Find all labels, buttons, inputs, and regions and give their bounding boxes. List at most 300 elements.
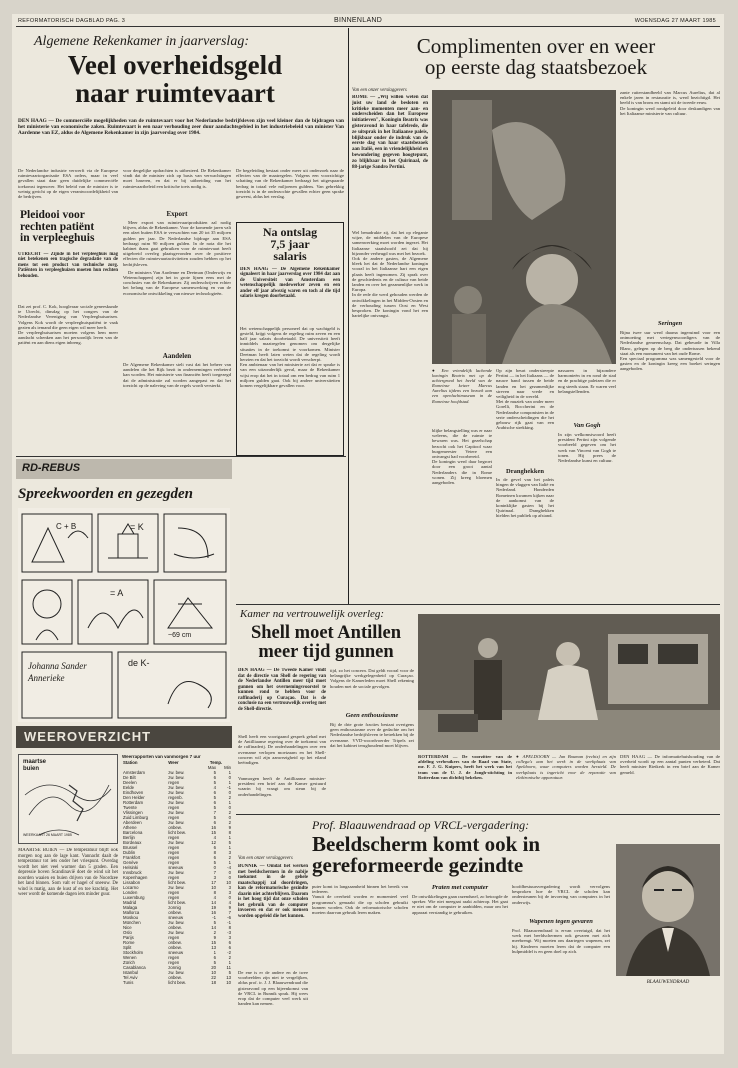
byline: Van een onzer verslaggevers xyxy=(238,856,293,861)
visitor-head xyxy=(478,638,498,658)
weather-cell-min: 9 xyxy=(228,825,231,830)
weather-cell-station: Vlissingen xyxy=(123,810,143,815)
rebus-drawing-shoulders xyxy=(36,630,58,640)
weather-cell-weer: onbew. xyxy=(168,975,182,980)
header-left: REFORMATORISCH DAGBLAD PAG. 3 xyxy=(18,18,126,24)
headline-line-1: Pleidooi voor xyxy=(20,209,85,221)
weather-cell-station: Rotterdam xyxy=(123,800,144,805)
rebus-title: RD-REBUS xyxy=(22,462,81,474)
box-headline-line-2: 7,5 jaar xyxy=(270,237,310,252)
weather-cell-max: 8 xyxy=(213,890,217,895)
weather-cell-station: Malaga xyxy=(123,905,138,910)
apeldoorn-caption: ● APELDOORN — Jan Bouman (rechts) en zijn collega's aan het werk in de werkplaats van Apeldoorn, waar computers worden hersteld. De werkplaats is ingericht voor de reparatie van elektronische apparatuur. xyxy=(516,754,616,780)
weather-cell-max: 8 xyxy=(213,850,217,855)
weather-cell-min: 7 xyxy=(228,910,231,915)
weather-cell-min: 3 xyxy=(228,850,231,855)
article-shell-col-a: Shell heeft een voortgaand gesprek gehad met de Antilliaanse regering over de toekomst van de raffinaderij. De onderhandelingen over een overname verlopen moeizaam en het Shell-concern wil zijn aanwezigheid op het eiland beëindigen. xyxy=(238,734,326,766)
rule xyxy=(236,814,720,815)
article-beeldscherm-headline xyxy=(312,834,612,877)
weather-cell-station: Zuid Limburg xyxy=(123,815,149,820)
weather-cell-weer: regenb. xyxy=(168,795,183,800)
header-min: Min xyxy=(224,765,231,770)
byline: Van een onzer verslaggevers xyxy=(352,88,407,93)
rebus-cell-e: Johanna Sander Annerieke xyxy=(28,661,87,683)
weather-cell-weer: zw. bew. xyxy=(168,870,185,875)
weather-cell-weer: zw. bew. xyxy=(168,820,185,825)
visitor-body xyxy=(474,660,502,720)
weather-cell-min: 1 xyxy=(228,800,231,805)
article-beeldscherm-col-c2: Prof. Blaauwendraad is ervan overtuigd, dat het werk met beeldschermen ook gevaren met zich meebrengt. Wij moeten ons daartegen wapenen, zei hij. Kinderen moeten leren dat de computer een hulpmiddel is en geen doel op zich. xyxy=(512,928,610,954)
weather-cell-max: 10 xyxy=(211,970,217,975)
weather-cell-station: De Bilt xyxy=(123,775,136,780)
weather-cell-min: 0 xyxy=(228,775,231,780)
article-staatsbezoek-col-b2: In de gevel van het paleis hingen de vlaggen van Italië en Nederland. Honderden Romeinen kwamen kijken naar de aankomst van de koninklijke gasten bij het Quirinaal. Dranghekken hielden het publiek op afstand. xyxy=(496,477,554,519)
box-body: Het wetenschappelijk personeel dat op wachtgeld is gesteld, krijgt volgens de regeling ruim zeven en een half jaar salaris doorbetaald. De universiteit heeft inmiddels maatregelen genomen om dergelijke situaties in de toekomst te voorkomen. Minister Deetman heeft laten weten dat de regeling wordt herzien en dat het toezicht wordt verscherpt. Een ambtenaar van het ministerie zei dat er sprake is van een uitzonderlijk geval, maar de Rekenkamer wijst erop dat het in totaal om een bedrag van ruim 1 miljoen gulden gaat. Ook bij andere universiteiten komen vergelijkbare gevallen voor. xyxy=(240,325,340,388)
weather-cell-min: 6 xyxy=(228,945,231,950)
headline-line-2: meer tijd gunnen xyxy=(258,641,394,662)
article-staatsbezoek-col-b: Op zijn beurt onderstreepte Pertini — in het Italiaans — de nauwe band tussen de beide landen en het gezamenlijke streven naar vrede en veiligheid in de wereld. Met de muziek van onder meer Gorelli, Boccherini en de Nederlandse componisten in de serie onderscheidingen die het gebouw rijk gaat van een Arabische strekking. xyxy=(496,368,554,431)
weather-cell-station: Madrid xyxy=(123,900,137,905)
photo-queen-caption: ● Een vriendelijk lachende koningin Beatrix met op de achtergrond het beeld van de Romeinse keizer Marcus Aurelius tijdens een bezoek aan een openluchtmuseum in de Romeinse hoofdstad. xyxy=(432,368,492,404)
rebus-bar xyxy=(16,459,232,479)
weather-cell-min: 2 xyxy=(228,820,231,825)
rebus-cell-f: de K- xyxy=(128,658,150,668)
weather-text: MAARTSE BUIEN — De temperatuur blijft ook morgen nog aan de lage kant. Vannacht daalt de temperatuur tot iets onder het vriespunt. Overdag wordt het niet veel warmer dan 5 graden. Een depressie boven Scandinavië doet de wind uit het noorden waaien en buien drijven van de Noordzee het land binnen. Som valt er hagel of sneeuw. De wind is matig, aan de kust af en toe krachtig. Het weer wordt de komende dagen iets minder guur. xyxy=(18,848,118,897)
article-staatsbezoek-col-c: blijke belangstelling was er naar weleens, die de ruimte te bewaren was. Het gezelschap bezocht ook het Capitool waar burgemeester Vetere een ontvangst had voorbereid. De koningin werd daar begroet door een groot aantal Nederlanders die in Rome wonen. Zij kreeg bloemen aangeboden. xyxy=(432,428,492,486)
article-beeldscherm-col-b2: De ontwikkelingen gaan razendsnel, zo betoogde de spreker. Wie niet meegaat raakt achterop. Het gaat er niet om de computer te aanbidden, maar om het apparaat verstandig te gebruiken. xyxy=(412,894,508,915)
weather-cell-max: 0 xyxy=(213,865,217,870)
article-shell-col-a2: Vanmorgen heeft de Antilliaanse minister-president een brief aan de Kamer gestuurd waarin hij vraagt om steun bij de onderhandelingen. xyxy=(238,776,326,797)
weather-cell-weer: zw. bew. xyxy=(168,785,185,790)
weather-cell-max: 16 xyxy=(211,825,217,830)
weather-table xyxy=(122,760,232,985)
weather-cell-max: 15 xyxy=(211,830,217,835)
article-beeldscherm-col-a: De ene is er de andere en de twee voorbeelden zijn niet te vergelijken, aldus prof. ir. J. J. Blaauwendraad die gisteravond op een bijeenkomst van de VRCL in Bunnik sprak. Hij wees erop dat de computer veel werk uit handen kan nemen. xyxy=(238,970,308,1007)
weather-cell-min: 4 xyxy=(228,900,231,905)
box-headline-line-3: salaris xyxy=(273,249,307,264)
weather-cell-weer: onbew. xyxy=(168,925,182,930)
weather-cell-station: Tunis xyxy=(123,980,134,985)
box-headline-line-1: Na ontslag xyxy=(262,225,318,239)
weather-cell-weer: zw. bew. xyxy=(168,885,185,890)
article-shell-headline xyxy=(238,624,414,662)
rebus-drawing-head xyxy=(33,590,61,618)
weather-cell-weer: regen xyxy=(168,935,180,940)
weather-cell-min: 2 xyxy=(228,855,231,860)
article-shell-kicker: Kamer na vertrouwelijk overleg: xyxy=(240,608,385,620)
weather-cell-station: Deelen xyxy=(123,780,137,785)
weather-cell-min: 5 xyxy=(228,840,231,845)
paragraph: De ministers Van Aardenne en Deetman (Onderwijs en Wetenschappen) zijn het in grote lijnen eens met de conclusies van de Rekenkamer. Zij onderschrijven echter het belang van de Europese samenwerking en van de economische ontwikkeling van nieuwe technologieën. xyxy=(123,269,231,296)
weather-cell-station: Istanbul xyxy=(123,970,139,975)
weather-cell-station: Aberdeen xyxy=(123,820,142,825)
weather-cell-min: 2 xyxy=(228,810,231,815)
weather-cell-max: 3 xyxy=(213,875,217,880)
weather-cell-max: 17 xyxy=(211,880,217,885)
weather-cell-max: 1 xyxy=(213,950,217,955)
box-lead: DEN HAAG — De Algemene Rekenkamer signaleert in haar jaarverslag over 1984 dat aan de Universiteit van Amsterdam een wetenschappelijk medewerker zeven en een ander elf jaar afwezig waren en toch al die tijd salaris kregen doorbetaald. xyxy=(240,266,340,300)
headline-line-3: in verpleeghuis xyxy=(20,232,95,245)
weather-cell-weer: regen xyxy=(168,780,180,785)
article-staatsbezoek-col-a: Wel benadrukte zij, dat het op elegante wijze, de middelen van de Europese samenwerking moet worden ingezet. Het Italiaanse staatshoofd zei dat hij bijzonder verheugd was met het bezoek. Ook de andere gasten, de Algemene bleek het dat de Nederlandse koningin vooral in het Italiaanse hart een eigen plaats heeft ingenomen. Zij sprak over de geschiedenis en de cultuur van beide landen en over het gezamenlijke werk in Europa. In de rede die werd gehouden werden de ontwikkelingen in het Midden-Oosten en de verhouding tussen Oost en West besproken. De koningin vond het een hartelijke ontvangst. xyxy=(352,230,428,319)
header-max: Max xyxy=(207,765,217,770)
weather-cell-station: Split xyxy=(123,945,132,950)
weather-cell-min: 8 xyxy=(228,830,231,835)
subhead-export: Export xyxy=(166,210,188,218)
subhead-geen-enthousiasme: Geen enthousiasme xyxy=(345,712,399,719)
weather-table-body xyxy=(122,770,232,985)
weather-cell-station: München xyxy=(123,920,141,925)
weather-cell-station: Lissabon xyxy=(123,880,141,885)
weather-cell-max: 22 xyxy=(211,975,217,980)
weather-cell-weer: onbew. xyxy=(168,910,182,915)
weather-cell-station: Twente xyxy=(123,805,137,810)
weather-cell-max: 7 xyxy=(213,810,217,815)
weather-cell-station: Rome xyxy=(123,940,135,945)
rebus-cell-frame xyxy=(98,514,158,572)
article-staatsbezoek-col-e2: Bijna twee uur werd daarna ingeruimd voor een ontmoeting met vertegenwoordigers van de Nederlandse gemeenschap. Dat gebeurde in Villa Blanc, gelegen op de berg die ondertussen bekend staat als een monument van het oude Rome. Een speciaal programma was samengesteld voor de gasten en de koningin kreeg een boeket seringen aangeboden. xyxy=(620,330,720,372)
portrait-caption: BLAAUWENDRAAD xyxy=(646,980,690,985)
weather-cell-station: Barcelona xyxy=(123,830,143,835)
weather-cell-weer: regen xyxy=(168,860,180,865)
article-shell-lead: DEN HAAG — De Tweede Kamer vindt dat de directie van Shell de regering van de Nederlandse Antillen meer tijd moet gunnen om het overnemingsvoorstel te kunnen rond te hebben voor de raffinaderij op Curaçao. Dat is de conclusie na een vertrouwelijk overleg met de Shell-directie. xyxy=(238,668,326,712)
headline-line-2: rechten patiënt xyxy=(20,220,95,233)
column-rule xyxy=(348,28,349,604)
weather-cell-min: -4 xyxy=(227,865,231,870)
weather-cell-station: Eindhoven xyxy=(123,790,144,795)
weather-cell-min: -1 xyxy=(227,920,231,925)
weather-cell-weer: regen xyxy=(168,895,180,900)
subhead-aandelen: Aandelen xyxy=(162,352,192,360)
weather-cell-max: 6 xyxy=(213,845,217,850)
weather-cell-station: Tel Aviv xyxy=(123,975,138,980)
weather-cell-max: 19 xyxy=(211,905,217,910)
weather-cell-station: Amsterdam xyxy=(123,770,145,775)
weather-cell-max: 4 xyxy=(213,785,217,790)
headline-line-2: naar ruimtevaart xyxy=(75,77,275,108)
weather-cell-min: 13 xyxy=(226,975,231,980)
article-rekenkamer-col2: voor dergelijke opdrachten is uitbesteed. De Rekenkamer vindt dat de minister zich op basis van verwachtingen moet baseren, en dat er bij uitbreiding van het ruimtevaartbeleid een kritische toets nodig is. xyxy=(123,168,231,189)
weather-cell-weer: zw. bew. xyxy=(168,790,185,795)
subhead-van-gogh: Van Gogh xyxy=(573,422,601,429)
worker-head xyxy=(556,642,580,666)
weather-cell-max: 14 xyxy=(211,925,217,930)
header-temp: Temp. xyxy=(209,760,223,765)
weather-cell-station: Casablanca xyxy=(123,965,146,970)
weather-cell-station: Wenen xyxy=(123,955,137,960)
weather-cell-weer: sneeuw xyxy=(168,865,184,870)
weather-cell-station: Parijs xyxy=(123,935,134,940)
machine-panel xyxy=(618,644,648,664)
weather-cell-max: 6 xyxy=(213,855,217,860)
article-beeldscherm-kicker: Prof. Blaauwendraad op VRCL-vergadering: xyxy=(312,818,530,832)
weather-cell-weer: zonnig xyxy=(168,965,181,970)
article-rekenkamer-kicker: Algemene Rekenkamer in jaarverslag: xyxy=(34,34,249,49)
rebus-drawing-tent xyxy=(32,528,88,562)
weather-banner xyxy=(16,726,232,748)
article-beeldscherm-col-c: hoofdbestuursvergadering wordt vervolgens besproken hoe de VRCL de scholen kan ondersteunen bij de invoering van computers in het onderwijs. xyxy=(512,884,610,905)
weather-cell-weer: onbew. xyxy=(168,825,182,830)
weather-cell-min: 1 xyxy=(228,780,231,785)
header-station: Station xyxy=(123,760,138,765)
rebus-subtitle: Spreekwoorden en gezegden xyxy=(18,486,193,502)
weather-cell-max: 5 xyxy=(213,770,217,775)
weather-cell-station: Helsinki xyxy=(123,865,139,870)
weather-cell-station: Bordeaux xyxy=(123,840,142,845)
weather-cell-max: 15 xyxy=(211,940,217,945)
article-staatsbezoek-lead: ROME — „Wij willen weten dat juist uw land de besloten en kritieke momenten meer aan- en onderscheiden dan het Europese initiatieven", Koningin Beatrix was gisteravond in haar tafelrede, die ze uitsprak in het Italiaanse paleis, blijkbaar onder de indruk van de eerste dag van haar staatsbezoek aan Italië, een in vriendelijkheid en bewondering gegeven hoogtepunt, zo blijkbaar in het Quirinaal, de 88-jarige Sandro Pertini. xyxy=(352,95,428,170)
rebus-cell-d: ~69 cm xyxy=(168,632,192,639)
weather-table-title: Weerrapporten van vanmorgen 7 uur xyxy=(122,754,201,759)
weather-cell-max: 7 xyxy=(213,870,217,875)
headline-line-2: gereformeerde gezindte xyxy=(312,853,524,878)
weather-cell-weer: regen xyxy=(168,845,180,850)
weather-cell-min: 8 xyxy=(228,925,231,930)
weather-cell-station: Oslo xyxy=(123,930,132,935)
isobar xyxy=(25,785,111,801)
weather-cell-station: Nice xyxy=(123,925,132,930)
photo-queen-beatrix xyxy=(432,90,616,364)
weather-cell-station: Genève xyxy=(123,860,139,865)
headline-line-1: Beeldscherm komt ook in xyxy=(312,832,541,856)
photo-queen-drawing xyxy=(432,90,616,364)
article-pleidooi-headline xyxy=(20,210,118,245)
weather-cell-weer: regen xyxy=(168,835,180,840)
section-title: BINNENLAND xyxy=(334,17,383,24)
machine-panel xyxy=(658,644,698,664)
weather-cell-station: Mallorca xyxy=(123,910,140,915)
weather-cell-min: 11 xyxy=(226,965,231,970)
rule xyxy=(236,604,720,605)
photo-workshop xyxy=(418,614,720,750)
weather-cell-station: Moskou xyxy=(123,915,139,920)
weather-cell-min: 1 xyxy=(228,770,231,775)
weather-cell-weer: licht bew. xyxy=(168,980,186,985)
article-shell-col-b: tijd, zo het concern. Dat geldt vooral voor de belangrijke werkgelegenheid op Curaçao. Volgens de Kamerleden moet Shell rekening houden met de sociale gevolgen. xyxy=(330,668,414,689)
photo-workshop-drawing xyxy=(418,614,720,750)
headline-line-2: op eerste dag staatsbezoek xyxy=(424,55,648,80)
weather-cell-station: Brussel xyxy=(123,845,138,850)
weather-cell-station: Eelde xyxy=(123,785,134,790)
weather-cell-weer: regen xyxy=(168,960,180,965)
weather-cell-max: 5 xyxy=(213,860,217,865)
weather-cell-station: Frankfort xyxy=(123,855,141,860)
article-shell-col-b2: Bij de drie grote fracties bestaat overigens geen enthousiasme over de gedachte om het Nederlandse bedrijfsleven te betrekken bij de overname. VVD-woordvoerder Tripels zei dat het kabinet terughoudend moet blijven. xyxy=(330,722,414,748)
weather-cell-max: 5 xyxy=(213,815,217,820)
header-rule xyxy=(16,26,720,27)
weather-cell-weer: zw. bew. xyxy=(168,800,185,805)
weather-cell-weer: regen xyxy=(168,815,180,820)
weather-cell-station: Stockholm xyxy=(123,950,144,955)
weather-cell-max: 14 xyxy=(211,900,217,905)
weather-cell-weer: regen xyxy=(168,850,180,855)
headline-line-1: Veel overheidsgeld xyxy=(67,50,283,80)
article-pleidooi-lead: UTRECHT — Zijnde in het verpleeghuis mag niet betekenen een tragische degradatie van de mens tot een product van technische zorg. Patiënten in verpleeghuizen moeten hun rechten behouden. xyxy=(18,252,118,279)
weather-cell-max: 5 xyxy=(213,920,217,925)
headline-line-1: Complimenten over en weer xyxy=(416,34,656,58)
article-rekenkamer-col2b xyxy=(123,220,231,348)
bystander xyxy=(454,286,482,314)
weather-cell-weer: sneeuw xyxy=(168,950,184,955)
weather-cell-min: 0 xyxy=(228,790,231,795)
statue-pedestal xyxy=(452,100,492,220)
coastline xyxy=(69,785,83,821)
weather-cell-min: 0 xyxy=(228,875,231,880)
rebus-cell-a: C + B xyxy=(56,522,77,531)
weather-cell-max: 5 xyxy=(213,795,217,800)
rebus-drawing-animal xyxy=(168,682,211,709)
weather-cell-min: 1 xyxy=(228,845,231,850)
weather-cell-weer: onbew. xyxy=(168,940,182,945)
rebus-drawing-waves xyxy=(88,610,143,628)
weather-cell-min: 2 xyxy=(228,795,231,800)
article-beeldscherm-lead: BUNNIK — Omdat het werken met beeldschermen in de nabije toekomst in de gehele maatschappij zal doordringen, kan de reformatorische gezindte daarin niet achterblijven. Daarom is het hoog tijd dat onze scholen het gebruik van de computer invoeren en dat er ook mensen worden opgeleid die het kunnen. xyxy=(238,864,308,919)
weather-cell-min: 0 xyxy=(228,805,231,810)
rebus-drawing-shoe xyxy=(174,528,214,558)
weather-cell-station: Den Helder xyxy=(123,795,145,800)
weather-cell-weer: zw. bew. xyxy=(168,970,185,975)
weather-cell-weer: regen xyxy=(168,805,180,810)
weather-cell-weer: onbew. xyxy=(168,945,182,950)
weather-map-caption: WEERKAART 26 MAART 1985 xyxy=(23,833,72,837)
weather-cell-max: 5 xyxy=(213,780,217,785)
weather-cell-max: 6 xyxy=(213,790,217,795)
weather-cell-max: -1 xyxy=(212,915,217,920)
weather-cell-weer: zw. bew. xyxy=(168,810,185,815)
article-staatsbezoek-col-e: zante ruiterstandbeeld van Marcus Aurelius, dat al enkele jaren in restauratie is, werd bezichtigd. Het beeld is van brons en stamt uit de tweede eeuw. De koningin werd rondgeleid door deskundigen van het Italiaanse ministerie van cultuur. xyxy=(620,90,720,116)
weather-cell-station: Zürich xyxy=(123,960,135,965)
article-staatsbezoek-headline xyxy=(352,36,720,79)
weather-cell-min: -3 xyxy=(227,930,231,935)
weather-cell-max: 5 xyxy=(213,805,217,810)
weather-cell-weer: zw. bew. xyxy=(168,930,185,935)
newspaper-page xyxy=(12,14,724,1054)
weather-row xyxy=(122,980,232,985)
article-rekenkamer-headline xyxy=(30,52,320,107)
headline-line-1: Shell moet Antillen xyxy=(250,623,402,643)
weather-cell-max: 5 xyxy=(213,960,217,965)
rebus-drawings xyxy=(18,508,230,722)
weather-cell-weer: zw. bew. xyxy=(168,770,185,775)
weather-cell-max: 10 xyxy=(211,885,217,890)
weather-cell-max: 18 xyxy=(211,980,217,985)
article-rekenkamer-col3: De begeleiding bestaat onder meer uit onderzoek naar de effecten van de maatregelen. Volgens een voorzichtige schatting van de Rekenkamer bedraagt het uitgespaarde bedrag in totaal vele miljoenen guldens. Van gebrekkig toezicht is in de onderzochte gevallen echter geen sprake geweest, aldus het verslag. xyxy=(236,168,344,200)
bystander-body xyxy=(452,314,486,364)
weather-cell-max: 6 xyxy=(213,775,217,780)
weather-cell-weer: licht bew. xyxy=(168,900,186,905)
box-headline xyxy=(237,226,343,263)
header-date: WOENSDAG 27 MAART 1985 xyxy=(634,18,716,24)
weather-cell-max: 6 xyxy=(213,820,217,825)
weather-cell-min: 3 xyxy=(228,885,231,890)
article-staatsbezoek-col-d2: In zijn welkomstwoord heeft president Pertini zijn volgende voorbeeld gegeven om het werk van Vincent van Gogh te tonen. Hij prees de Nederlandse kunst en cultuur. xyxy=(558,432,616,464)
box-na-ontslag xyxy=(236,222,344,456)
photo-blaauwendraad xyxy=(616,844,720,976)
paragraph: Meer export van ruimtevaartprodukten zal nodig blijven, aldus de Rekenkamer. Voor de komende jaren valt een afzet buiten ESA te verwachten van 20 tot 35 miljoen gulden per jaar. De Nederlandse bijdrage aan ESA bedraagt ruim 90 miljoen gulden. In de nota die het kabinet thans gaat gebruiken voor de ruimtevaart heeft uitgebreid overleg plaatsgevonden over de positieve effecten die ruimtevaartactiviteiten zouden hebben op het bedrijfsleven. xyxy=(123,220,231,267)
weather-cell-max: 6 xyxy=(213,800,217,805)
weather-cell-min: 2 xyxy=(228,955,231,960)
rule xyxy=(16,456,346,457)
weather-cell-station: Londen xyxy=(123,890,138,895)
weather-map-label: maartse buien xyxy=(23,759,47,772)
weather-cell-min: 1 xyxy=(228,860,231,865)
weather-cell-weer: zonnig xyxy=(168,905,181,910)
weather-cell-min: -1 xyxy=(227,785,231,790)
weather-cell-min: 10 xyxy=(226,880,231,885)
weather-cell-weer: licht bew. xyxy=(168,880,186,885)
subhead-wapenen: Wapenen tegen gevaren xyxy=(529,918,593,925)
article-beeldscherm-col-b: puter komt in langzaamheid binnen het bereik van iedereen. Vanuit de overheid worden er momenteel veel programma's gemaakt die op scholen gebruikt kunnen worden. Ook de reformatorische scholen moeten daarvan gebruik leren maken. xyxy=(312,884,408,916)
photo-workshop-caption: ROTTERDAM — De voorzitter van de afdeling verbruikers van de Raad van State, mr. F. J. G. Kuipers, heeft het werk van het team van de U. J. de Jongh-stichting in Rotterdam van dichtbij bekeken. xyxy=(418,754,512,780)
weather-cell-max: 9 xyxy=(213,935,217,940)
rebus-grid xyxy=(18,508,230,722)
weather-cell-station: Berlijn xyxy=(123,835,135,840)
article-rekenkamer-col2d: De Algemene Rekenkamer stelt vast dat het beheer van aandelen die het Rijk bezit in ondernemingen verbeterd kan worden. Het ministerie van financiën heeft toegezegd dat de administratie zal worden aangepast en dat het toezicht op de naleving van de regels wordt versterkt. xyxy=(123,362,231,388)
weather-cell-weer: regen xyxy=(168,955,180,960)
weather-cell-station: Kopenhagen xyxy=(123,875,148,880)
weather-cell-weer: regen xyxy=(168,855,180,860)
weather-map xyxy=(18,754,118,844)
article-pleidooi-body: Dat zei prof. C. Kok, hoogleraar sociale geneeskunde te Utrecht, dinsdag op het congres van de Nederlandse Vereniging van Verpleeghuisartsen. Volgens Kok wordt de verpleeghuispatiënt te vaak gezien als iemand die geen eigen wil meer heeft. De verpleeghuisartsen moeten volgens hem meer aandacht schenken aan het persoonlijk leven van de patiënt en aan diens eigen inbreng. xyxy=(18,304,118,346)
denhaag-note: DEN HAAG — De informatiehuishouding van de overheid wordt op een aantal punten verbeterd. Dat heeft minister Rietkerk in een brief aan de Kamer gemeld. xyxy=(620,754,720,775)
weather-cell-weer: zw. bew. xyxy=(168,775,185,780)
weather-cell-max: 20 xyxy=(211,965,217,970)
rebus-drawing-pyramid xyxy=(168,598,212,628)
weather-cell-weer: regen xyxy=(168,890,180,895)
weather-cell-max: 4 xyxy=(213,895,217,900)
weather-cell-min: 1 xyxy=(228,960,231,965)
weather-cell-min: -2 xyxy=(227,950,231,955)
weather-cell-station: Dublin xyxy=(123,850,136,855)
weather-cell-min: 1 xyxy=(228,835,231,840)
weather-cell-max: 2 xyxy=(213,930,217,935)
weather-cell-weer: zw. bew. xyxy=(168,920,185,925)
weather-title: WEEROVERZICHT xyxy=(24,729,152,744)
rebus-cell-c: = A xyxy=(110,588,124,598)
subhead-seringen: Seringen xyxy=(657,320,683,327)
weather-cell-max: 13 xyxy=(211,945,217,950)
rebus-cell-b: = K xyxy=(130,522,144,532)
weather-cell-min: 10 xyxy=(226,980,231,985)
weather-cell-min: 3 xyxy=(228,935,231,940)
weather-cell-weer: sneeuw xyxy=(168,915,184,920)
weather-cell-min: 3 xyxy=(228,890,231,895)
weather-cell-min: 9 xyxy=(228,905,231,910)
queen-face xyxy=(526,254,578,306)
weather-cell-min: 0 xyxy=(228,870,231,875)
subhead-dranghekken: Dranghekken xyxy=(506,468,544,475)
subhead-praten: Praten met computer xyxy=(431,884,489,891)
weather-cell-station: Innsbruck xyxy=(123,870,142,875)
weather-cell-min: 5 xyxy=(228,970,231,975)
weather-cell-weer: zw. bew. xyxy=(168,840,185,845)
weather-cell-min: 0 xyxy=(228,815,231,820)
weather-cell-weer: licht bew. xyxy=(168,830,186,835)
weather-cell-min: -6 xyxy=(227,915,231,920)
rebus-cell-frame xyxy=(164,514,226,572)
weather-cell-station: Luxemburg xyxy=(123,895,145,900)
weather-cell-min: 6 xyxy=(228,940,231,945)
weather-cell-max: 16 xyxy=(211,910,217,915)
article-rekenkamer-col1: De Nederlandse industrie verwerft via de Europese ruimtevaartorganisatie ESA orders, maar in veel gevallen staat daar geen duidelijke commerciële toekomst tegenover. Het beleid van de minister is te weinig gericht op de eigen verantwoordelijkheid van de bedrijven. xyxy=(18,168,118,200)
weather-cell-min: 0 xyxy=(228,895,231,900)
weather-cell-station: Locarno xyxy=(123,885,139,890)
article-staatsbezoek-col-d: nassaren in bijzondere harmonieën in en rond de stad en de prachtige paleizen die er nog steeds staan. Er waren veel belangstellenden. xyxy=(558,368,616,394)
weather-table-block xyxy=(122,754,232,985)
weather-cell-station: Athene xyxy=(123,825,137,830)
weather-cell-weer: regen xyxy=(168,875,180,880)
weather-cell-max: 6 xyxy=(213,955,217,960)
